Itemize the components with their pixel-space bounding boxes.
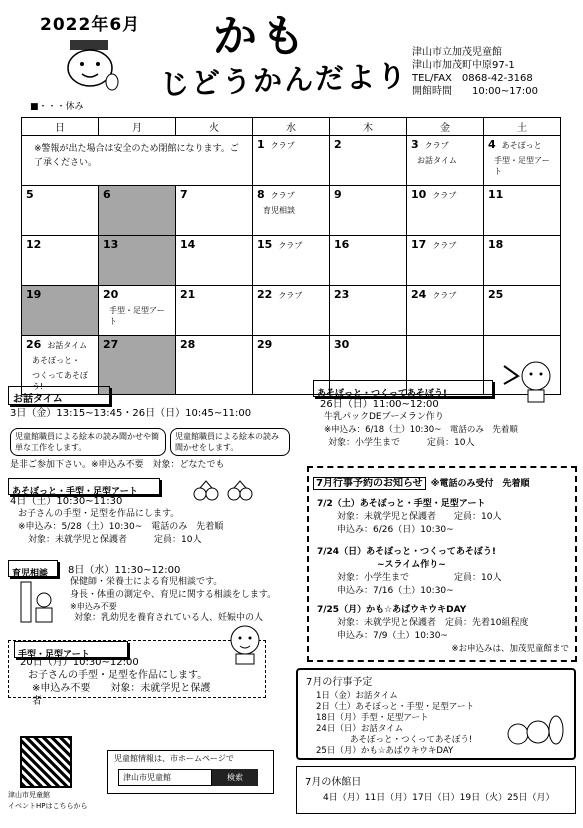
tsukutte-body [320,398,575,450]
ikuji-apply: ※申込み不要 [70,602,117,611]
qr-caption-note: イベントHPはこちらから [8,802,88,810]
asobotto-target: 対象：未就学児と保護者 定員：10人 [28,535,202,545]
july-item-1-head: 7/2（土）あそぼっと・手型・足型アート [317,499,486,509]
july-footnote: ※お申込みは、加茂児童館まで [451,644,569,654]
july-holiday-box [296,766,576,814]
day-number: 5 [26,188,34,201]
calendar-week [22,236,561,286]
qr-code[interactable] [20,736,72,788]
day-number: 6 [103,188,111,201]
calendar-event: 育児相談 [263,206,295,215]
tsukutte-desc: 牛乳パックDEブーメラン作り [324,412,444,422]
tegata-desc: お子さんの手型・足型を作品にします。 [28,670,208,681]
ohanashi-title-box [8,386,110,405]
weekday-tue: 火 [176,118,253,136]
calendar-day [99,286,176,336]
day-number: 3 [411,138,419,151]
day-number: 21 [180,288,196,301]
tegata-body [20,656,220,708]
calendar-day [484,236,561,286]
tsukutte-title: あそぼっと・つくってあそぼう! [317,389,447,399]
newsletter-subtitle: じどうかんだより [159,58,409,102]
calendar-event: 手型・足型アート [494,156,550,176]
july-item-2-sub: ~スライム作り~ [377,560,446,570]
day-number: 27 [103,338,119,351]
calendar-event: クラブ [432,291,457,300]
july-reservations-note: ※電話のみ受付 先着順 [430,479,530,489]
calendar-event: 手型・足型アート [109,306,165,326]
calendar-day [253,186,330,236]
ikuji-date: 8日（水）11:30~12:00 [68,565,181,576]
calendar-event: つくってあそぼう! [32,371,88,391]
calendar [21,117,561,395]
day-number: 14 [180,238,196,251]
tsukutte-date: 26日（日）11:00~12:00 [320,399,439,410]
calendar-day [253,286,330,336]
july-holiday-title: 7月の休館日 [305,777,362,788]
july-item-1-apply: 申込み：6/26（日）10:30~ [337,525,454,535]
calendar-day [330,136,407,186]
weekday-sat: 土 [484,118,561,136]
asobotto-date: 4日（土）10:30~11:30 [10,496,123,507]
day-number: 7 [180,188,188,201]
day-number: 25 [488,288,504,301]
ikuji-desc: 保健師・栄養士による育児相談です。 [70,577,223,587]
calendar-notice: ※警報が出た場合は安全のため閉館になります。ご了承ください。 [34,144,239,168]
day-number: 29 [257,338,273,351]
july-reservations-header [309,468,575,493]
day-number: 12 [26,238,42,251]
calendar-day [330,236,407,286]
qr-caption [8,790,88,812]
day-number: 28 [180,338,196,351]
july-reservations-title: 7月行事予約のお知らせ [313,477,426,490]
july-item-2-target: 対象：小学生まで 定員：10人 [337,573,502,583]
ikuji-title-box [8,560,58,577]
facility-name: 津山市立加茂児童館 [412,47,502,58]
year-month: 2022年6月 [40,15,141,35]
calendar-day [253,136,330,186]
july-reservations-box [307,466,577,662]
tsukutte-target: 対象：小学生まで 定員：10人 [328,438,475,448]
mascot-illustration [60,38,120,94]
calendar-event: お話タイム [47,341,88,350]
day-number: 13 [103,238,119,251]
search-input[interactable]: 津山市児童館 [118,769,212,786]
newsletter-title: かも [213,11,309,62]
july-item-2 [317,546,567,598]
legend-closed: ■・・・休み [30,102,84,112]
asobotto-desc: お子さんの手型・足型を作品にします。 [18,509,180,519]
day-number: 16 [334,238,350,251]
weekday-mon: 月 [99,118,176,136]
day-number: 2 [334,138,342,151]
july-item-3 [317,604,569,656]
july-schedule-line-3: 18日（月）手型・足型アート [316,713,429,723]
july-item-3-head: 7/25（月）かも☆あばウキウキDAY [317,605,467,615]
calendar-week [22,186,561,236]
calendar-day [176,236,253,286]
july-item-1 [317,498,567,537]
july-item-1-target: 対象：未就学児と保護者 定員：10人 [337,512,502,522]
day-number: 18 [488,238,504,251]
calendar-event: クラブ [424,141,449,150]
facility-info [412,46,538,98]
scale-illustration [16,580,56,628]
calendar-event: あそぼっと・ [32,356,80,365]
calendar-day [407,136,484,186]
calendar-day [176,186,253,236]
day-number: 24 [411,288,427,301]
calendar-day [99,236,176,286]
calendar-event: クラブ [432,241,457,250]
vegetables-illustration [504,704,568,752]
calendar-day [22,136,253,186]
calendar-event: クラブ [278,241,303,250]
calendar-day [407,236,484,286]
ohanashi-date: 3日（金）13:15~13:45・26日（日）10:45~11:00 [10,408,252,419]
ohanashi-note: 是非ご参加下さい。※申込み不要 対象：どなたでも [10,460,225,470]
calendar-day [22,286,99,336]
july-item-3-target: 対象：未就学児と保護者 定員：先着10組程度 [337,618,529,628]
calendar-day [99,336,176,395]
day-number: 15 [257,238,273,251]
calendar-event: クラブ [270,141,295,150]
calendar-day [22,236,99,286]
ikuji-target: 対象：乳幼児を養育されている人、妊娠中の人 [74,613,264,623]
calendar-day [484,136,561,186]
calendar-day [484,186,561,236]
tsukutte-title-box [313,380,493,397]
qr-caption-name: 津山市児童館 [8,791,50,799]
july-item-2-apply: 申込み：7/16（土）10:30~ [337,586,454,596]
july-schedule-line-5: あそぼっと・つくってあそぼう! [350,735,473,745]
calendar-day [253,236,330,286]
calendar-day [484,286,561,336]
july-holiday-dates: 4日（月）11日（月）17日（日）19日（火）25日（月） [323,793,555,803]
calendar-event: お話タイム [417,156,457,165]
calendar-event: クラブ [278,291,303,300]
calendar-week [22,286,561,336]
calendar-day [407,186,484,236]
ikuji-detail: 身長・体重の測定や、育児に関する相談をします。 [70,590,277,600]
july-item-3-apply: 申込み：7/9（土）10:30~ [337,631,448,641]
calendar-day [99,186,176,236]
tegata-target: ※申込み不要 対象：未就学児と保護者 [32,683,211,707]
asobotto-apply: ※申込み：5/28（土）10:30~ 電話のみ 先着順 [18,522,224,532]
calendar-day [176,336,253,395]
calendar-day [407,286,484,336]
child-illustration [222,620,268,666]
ikuji-title: 育児相談 [12,569,49,579]
ohanashi-bubble-1: 児童館職員による絵本の読み聞かせや簡単な工作をします。 [10,428,166,456]
ohanashi-title: お話タイム [13,394,63,405]
facility-tel: TEL/FAX 0868-42-3168 [412,73,533,84]
july-schedule-line-2: 2日（土）あそぼっと・手型・足型アート [316,702,475,712]
july-schedule-title: 7月の行事予定 [306,677,373,688]
asobotto-title: あそぼっと・手型・足型アート [12,487,138,497]
day-number: 22 [257,288,273,301]
search-box-panel [107,750,274,794]
tegata-title: 手型・足型アート [18,650,90,660]
day-number: 17 [411,238,427,251]
day-number: 9 [334,188,342,201]
july-schedule-line-1: 1日（金）お話タイム [316,691,398,701]
calendar-event: あそぼっと [501,141,542,150]
asobotto-body [10,495,300,547]
day-number: 20 [103,288,119,301]
weekday-wed: 水 [253,118,330,136]
day-number: 1 [257,138,265,151]
tegata-date: 20日（月）10:30~12:00 [20,657,139,668]
calendar-week [22,136,561,186]
day-number: 26 [26,338,42,351]
day-number: 23 [334,288,350,301]
day-number: 30 [334,338,350,351]
day-number: 10 [411,188,427,201]
tsukutte-apply: ※申込み：6/18（土）10:30~ 電話のみ 先着順 [324,425,518,435]
facility-hours: 開館時間 10:00~17:00 [412,86,539,97]
calendar-event: クラブ [270,191,295,200]
july-schedule-line-6: 25日（月）かも☆あばウキウキDAY [316,746,454,756]
facility-address: 津山市加茂町中原97-1 [412,60,515,71]
calendar-day [176,286,253,336]
search-button[interactable]: 検索 [212,769,258,786]
july-schedule-line-4: 24日（日）お話タイム [316,724,404,734]
weekday-sun: 日 [22,118,99,136]
july-schedule-box [296,668,576,760]
july-item-2-head: 7/24（日）あそぼっと・つくってあそぼう! [317,547,496,557]
calendar-event: クラブ [432,191,457,200]
weekday-fri: 金 [407,118,484,136]
calendar-day [330,286,407,336]
day-number: 11 [488,188,504,201]
asobotto-title-box [8,478,160,495]
day-number: 4 [488,138,496,151]
weekday-thu: 木 [330,118,407,136]
calendar-day [22,186,99,236]
ikuji-body [70,576,310,625]
day-number: 8 [257,188,265,201]
calendar-day [330,186,407,236]
search-note: 児童館情報は、市ホームページで [114,754,234,763]
ohanashi-bubble-2: 児童館職員による絵本の読み聞かせをします。 [170,428,290,456]
day-number: 19 [26,288,42,301]
